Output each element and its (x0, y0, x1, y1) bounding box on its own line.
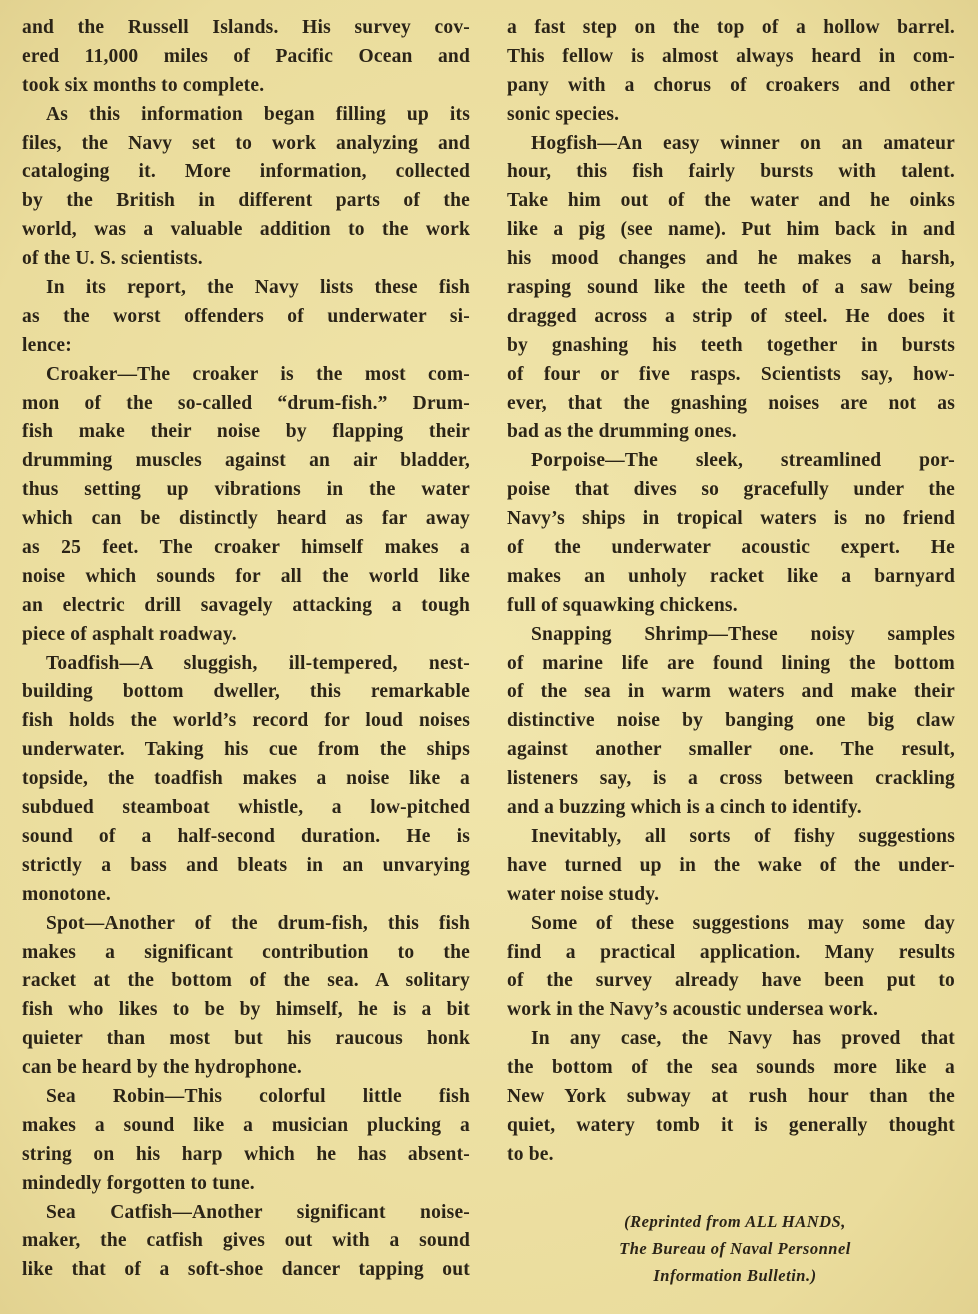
paragraph (22, 910, 470, 1083)
reprint-credit (555, 1208, 915, 1289)
text-line: hour, this fish fairly bursts with talent. (507, 161, 955, 183)
paragraph (22, 650, 470, 910)
text-line: poise that dives so gracefully under the (507, 479, 955, 501)
text-line: monotone. (22, 883, 112, 905)
text-line: his mood changes and he makes a harsh, (507, 248, 955, 270)
text-line: string on his harp which he has absent- (22, 1143, 470, 1165)
text-line: Snapping Shrimp—These noisy samples (531, 623, 955, 645)
text-line: against another smaller one. The result, (507, 739, 955, 761)
paragraph (22, 14, 470, 101)
text-line: like that of a soft-shoe dancer tapping out (22, 1259, 470, 1281)
text-line: cataloging it. More information, collected (22, 161, 470, 183)
text-line: have turned up in the wake of the under- (507, 854, 955, 876)
text-line: work in the Navy’s acoustic undersea work. (507, 999, 879, 1021)
text-line: of the underwater acoustic expert. He (507, 537, 955, 559)
text-line: Spot—Another of the drum-fish, this fish (46, 912, 470, 934)
text-line: distinctive noise by banging one big claw (507, 710, 955, 732)
text-line: noise which sounds for all the world like (22, 565, 470, 587)
paragraph (507, 447, 955, 620)
text-line: quieter than most but his raucous honk (22, 1028, 470, 1050)
text-line: In any case, the Navy has proved that (531, 1028, 955, 1050)
text-line: sonic species. (507, 103, 620, 125)
text-line: bad as the drumming ones. (507, 421, 737, 443)
text-line: This fellow is almost always heard in com- (507, 45, 955, 67)
text-line: underwater. Taking his cue from the ships (22, 739, 470, 761)
text-line: Take him out of the water and he oinks (507, 190, 955, 212)
text-line: Croaker—The croaker is the most com- (46, 363, 470, 385)
paragraph (507, 823, 955, 910)
paragraph (507, 621, 955, 823)
text-line: makes a significant contribution to the (22, 941, 470, 963)
text-line: fish who likes to be by himself, he is a bit (22, 999, 470, 1021)
paragraph (22, 1199, 470, 1286)
text-line: files, the Navy set to work analyzing and (22, 132, 470, 154)
text-line: a fast step on the top of a hollow barrel. (507, 17, 955, 38)
text-line: of the sea in warm waters and make their (507, 681, 955, 703)
text-line: New York subway at rush hour than the (507, 1085, 955, 1107)
paragraph (22, 361, 470, 650)
text-line: Navy’s ships in tropical waters is no friend (507, 508, 955, 530)
credit-line: Information Bulletin.) (653, 1266, 817, 1285)
text-line: of four or five rasps. Scientists say, how- (507, 363, 955, 385)
text-line: listeners say, is a cross between crackling (507, 768, 955, 790)
text-line: to be. (507, 1143, 554, 1165)
paragraph (507, 910, 955, 1026)
text-line: drumming muscles against an air bladder, (22, 450, 470, 472)
text-line: Porpoise—The sleek, streamlined por- (531, 450, 955, 472)
text-line: fish make their noise by flapping their (22, 421, 470, 443)
text-line: the bottom of the sea sounds more like a (507, 1057, 955, 1079)
text-line: which can be distinctly heard as far away (22, 508, 470, 530)
text-line: water noise study. (507, 883, 660, 905)
text-line: fish holds the world’s record for loud noises (22, 710, 470, 732)
text-line: and the Russell Islands. His survey cov- (22, 17, 470, 38)
text-line: Some of these suggestions may some day (531, 912, 955, 934)
text-line: can be heard by the hydrophone. (22, 1057, 302, 1079)
text-line: by the British in different parts of the (22, 190, 470, 212)
text-line: ered 11,000 miles of Pacific Ocean and (22, 45, 470, 67)
left-column (22, 14, 470, 1285)
text-line: full of squawking chickens. (507, 594, 738, 616)
text-line: Hogfish—An easy winner on an amateur (531, 132, 955, 154)
text-line: as the worst offenders of underwater si- (22, 305, 470, 327)
text-line: sound of a half-second duration. He is (22, 825, 470, 847)
text-line: of marine life are found lining the bottom (507, 652, 955, 674)
text-line: dragged across a strip of steel. He does it (507, 305, 955, 327)
text-line: piece of asphalt roadway. (22, 623, 237, 645)
paragraph (22, 274, 470, 361)
text-line: as 25 feet. The croaker himself makes a (22, 537, 470, 559)
text-line: mindedly forgotten to tune. (22, 1172, 255, 1194)
text-line: makes an unholy racket like a barnyard (507, 565, 955, 587)
text-line: of the U. S. scientists. (22, 248, 203, 270)
text-line: Inevitably, all sorts of fishy suggestions (531, 825, 955, 847)
text-line: As this information began filling up its (46, 103, 470, 125)
paragraph (22, 1083, 470, 1199)
text-line: rasping sound like the teeth of a saw being (507, 277, 955, 299)
right-column (507, 14, 955, 1170)
text-line: thus setting up vibrations in the water (22, 479, 470, 501)
paragraph (22, 101, 470, 274)
text-line: like a pig (see name). Put him back in and (507, 219, 955, 241)
paragraph (507, 1025, 955, 1169)
text-line: building bottom dweller, this remarkable (22, 681, 470, 703)
credit-line: The Bureau of Naval Personnel (619, 1239, 851, 1258)
text-line: racket at the bottom of the sea. A solitary (22, 970, 470, 992)
text-line: maker, the catfish gives out with a sound (22, 1230, 470, 1252)
text-line: subdued steamboat whistle, a low-pitched (22, 797, 470, 819)
credit-line: (Reprinted from ALL HANDS, (624, 1212, 846, 1231)
text-line: quiet, watery tomb it is generally thought (507, 1114, 955, 1136)
text-line: lence: (22, 334, 72, 356)
text-line: by gnashing his teeth together in bursts (507, 334, 955, 356)
paragraph (507, 14, 955, 130)
text-line: Sea Robin—This colorful little fish (46, 1085, 470, 1107)
text-line: pany with a chorus of croakers and other (507, 74, 955, 96)
text-line: makes a sound like a musician plucking a (22, 1114, 470, 1136)
paragraph (507, 130, 955, 448)
text-line: of the survey already have been put to (507, 970, 955, 992)
text-line: an electric drill savagely attacking a tough (22, 594, 470, 616)
text-line: ever, that the gnashing noises are not as (507, 392, 955, 414)
text-line: took six months to complete. (22, 74, 265, 96)
text-line: mon of the so-called “drum-fish.” Drum- (22, 392, 470, 414)
text-line: Toadfish—A sluggish, ill-tempered, nest- (46, 652, 470, 674)
text-line: topside, the toadfish makes a noise like a (22, 768, 470, 790)
text-line: world, was a valuable addition to the work (22, 219, 470, 241)
text-line: Sea Catfish—Another significant noise- (46, 1201, 470, 1223)
text-line: strictly a bass and bleats in an unvarying (22, 854, 470, 876)
text-line: and a buzzing which is a cinch to identify. (507, 797, 862, 819)
text-line: find a practical application. Many results (507, 941, 955, 963)
text-line: In its report, the Navy lists these fish (46, 277, 470, 299)
